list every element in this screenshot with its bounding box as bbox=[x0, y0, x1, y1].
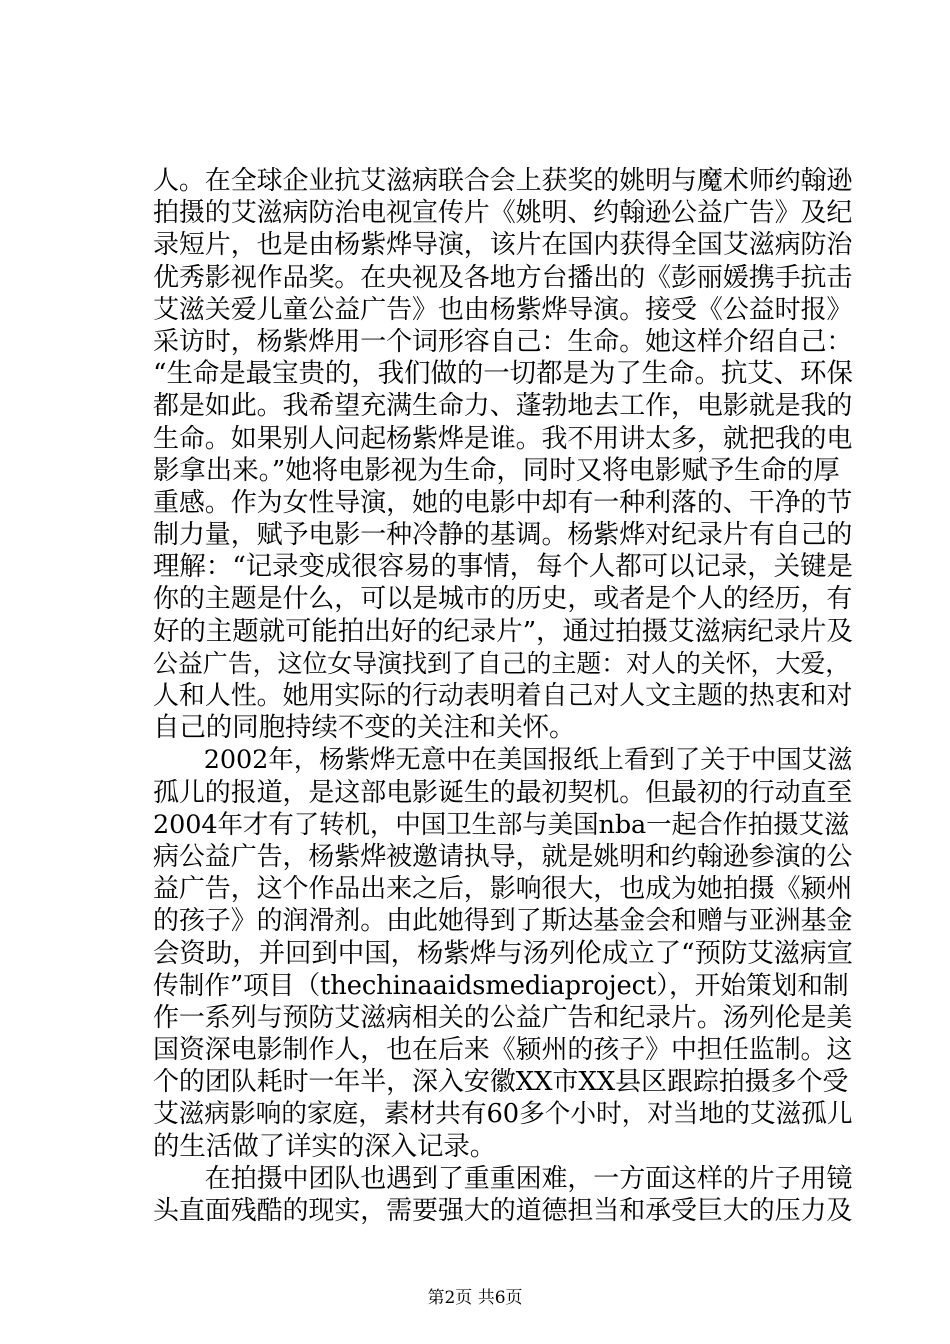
text-line: 采访时，杨紫烨用一个词形容自己：生命。她这样介绍自己： bbox=[153, 326, 853, 357]
text-line: 的生活做了详实的深入记录。 bbox=[153, 1130, 497, 1162]
text-line: 个的团队耗时一年半，深入安徽XX市XX县区跟踪拍摄多个受 bbox=[153, 1067, 849, 1098]
text-line: 益广告，这个作品出来之后，影响很大，也成为她拍摄《颍州 bbox=[153, 874, 853, 905]
page-footer: 第2页 共6页 bbox=[427, 1288, 523, 1308]
text-line: 国资深电影制作人，也在后来《颍州的孩子》中担任监制。这 bbox=[153, 1035, 853, 1066]
text-line: 会资助，并回到中国，杨紫烨与汤列伦成立了“预防艾滋病宣 bbox=[153, 937, 853, 969]
text-line: 作一系列与预防艾滋病相关的公益广告和纪录片。汤列伦是美 bbox=[153, 1002, 853, 1033]
text-line: 影拿出来。”她将电影视为生命，同时又将电影赋予生命的厚 bbox=[153, 454, 840, 486]
text-line: 孤儿的报道，是这部电影诞生的最初契机。但最初的行动直至 bbox=[153, 777, 853, 808]
body-text bbox=[153, 165, 853, 1227]
text-line: 好的主题就可能拍出好的纪录片”，通过拍摄艾滋病纪录片及 bbox=[153, 615, 853, 647]
text-line: 在拍摄中团队也遇到了重重困难，一方面这样的片子用镜 bbox=[153, 1163, 853, 1194]
text-line: 2002年，杨紫烨无意中在美国报纸上看到了关于中国艾滋 bbox=[153, 745, 853, 776]
text-line: 病公益广告，杨紫烨被邀请执导，就是姚明和约翰逊参演的公 bbox=[153, 841, 853, 872]
text-line: “生命是最宝贵的，我们做的一切都是为了生命。抗艾、环保 bbox=[153, 358, 853, 390]
text-line: 2004年才有了转机，中国卫生部与美国nba一起合作拍摄艾滋 bbox=[153, 809, 850, 840]
text-line: 头直面残酷的现实，需要强大的道德担当和承受巨大的压力及 bbox=[153, 1196, 853, 1226]
text-line: 公益广告，这位女导演找到了自己的主题：对人的关怀，大爱， bbox=[153, 648, 851, 678]
text-line: 生命。如果别人问起杨紫烨是谁。我不用讲太多，就把我的电 bbox=[153, 423, 853, 454]
text-line: 人和人性。她用实际的行动表明着自己对人文主题的热衷和对 bbox=[153, 681, 853, 711]
text-line: 优秀影视作品奖。在央视及各地方台播出的《彭丽媛携手抗击 bbox=[153, 262, 853, 293]
text-line: 理解：“记录变成很容易的事情，每个人都可以记录，关键是 bbox=[153, 551, 853, 583]
text-line: 艾滋关爱儿童公益广告》也由杨紫烨导演。接受《公益时报》 bbox=[153, 294, 853, 325]
text-line: 传制作”项目（thechinaaidsmediaproject），开始策划和制 bbox=[153, 970, 849, 1001]
text-line: 制力量，赋予电影一种冷静的基调。杨紫烨对纪录片有自己的 bbox=[153, 520, 853, 551]
text-line: 自己的同胞持续不变的关注和关怀。 bbox=[153, 712, 576, 744]
text-line: 拍摄的艾滋病防治电视宣传片《姚明、约翰逊公益广告》及纪 bbox=[153, 198, 853, 229]
text-line: 的孩子》的润滑剂。由此她得到了斯达基金会和赠与亚洲基金 bbox=[153, 906, 853, 937]
text-line: 艾滋病影响的家庭，素材共有60多个小时，对当地的艾滋孤儿 bbox=[153, 1099, 853, 1130]
text-line: 重感。作为女性导演，她的电影中却有一种利落的、干净的节 bbox=[153, 487, 853, 518]
text-line: 你的主题是什么，可以是城市的历史，或者是个人的经历，有 bbox=[153, 584, 853, 615]
text-line: 都是如此。我希望充满生命力、蓬勃地去工作，电影就是我的 bbox=[153, 391, 853, 422]
text-line: 人。在全球企业抗艾滋病联合会上获奖的姚明与魔术师约翰逊 bbox=[153, 166, 853, 196]
text-line: 录短片，也是由杨紫烨导演，该片在国内获得全国艾滋病防治 bbox=[153, 230, 853, 261]
